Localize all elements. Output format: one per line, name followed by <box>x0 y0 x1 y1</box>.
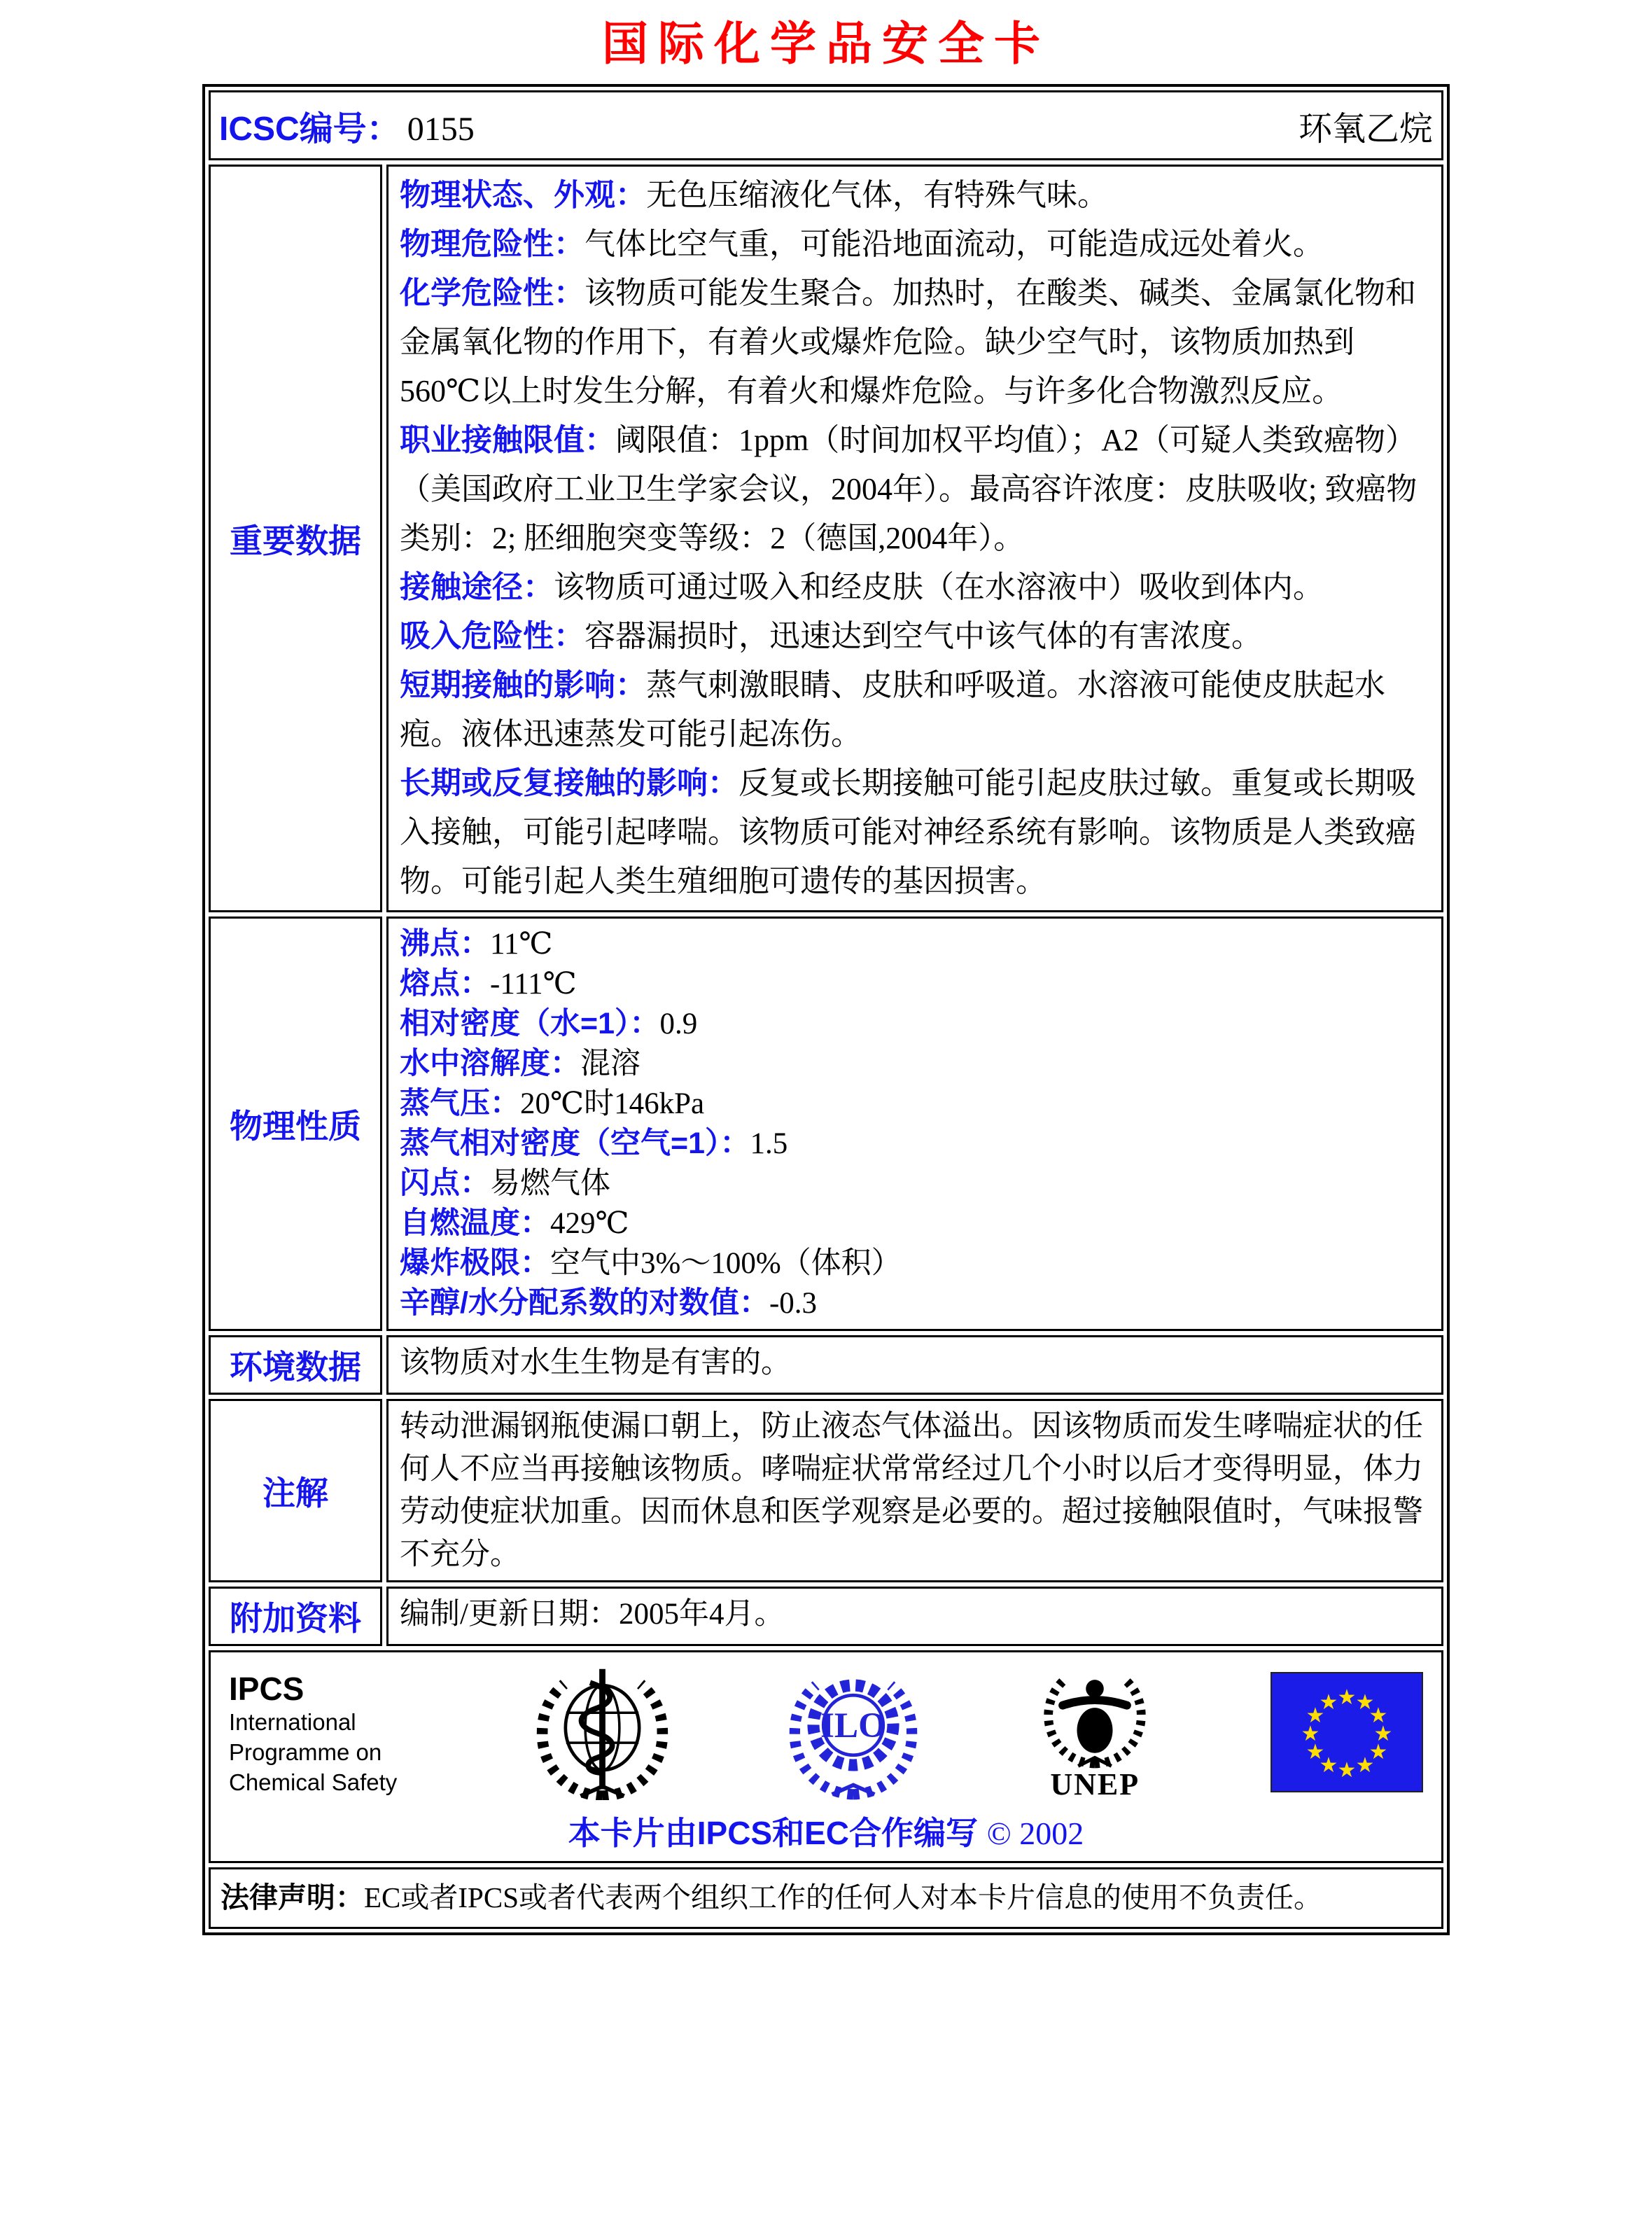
property-value: 11℃ <box>490 928 553 961</box>
section-row-additional-info <box>209 1587 1443 1646</box>
copyright-text: © 2002 <box>986 1816 1084 1852</box>
section-label-text: 物理性质 <box>230 1107 361 1145</box>
section-label-text: 注解 <box>262 1474 328 1512</box>
property-row <box>400 964 1430 1004</box>
icsc-document-page <box>0 7 1652 1935</box>
property-row <box>400 924 1430 964</box>
item-label: 职业接触限值： <box>400 423 615 457</box>
item-label: 长期或反复接触的影响： <box>400 766 738 800</box>
property-label: 蒸气压： <box>400 1087 520 1120</box>
section-label-additional-info <box>209 1587 382 1646</box>
important-item <box>400 759 1430 906</box>
page-title: 国际化学品安全卡 <box>602 16 1050 71</box>
property-row <box>400 1283 1430 1323</box>
property-label: 辛醇/水分配系数的对数值： <box>400 1286 769 1320</box>
section-content-important-data <box>386 165 1443 912</box>
svg-text:★: ★ <box>1337 1758 1357 1783</box>
section-content-physical-properties <box>386 917 1443 1331</box>
section-row-environmental-data <box>209 1335 1443 1395</box>
footer-logos-row <box>209 1650 1443 1863</box>
eu-flag-icon <box>1270 1672 1423 1792</box>
property-label: 水中溶解度： <box>400 1047 580 1080</box>
who-emblem-graphic <box>534 1664 671 1800</box>
who-logo-icon <box>534 1664 671 1800</box>
item-label: 吸入危险性： <box>400 619 584 653</box>
important-item <box>400 269 1430 416</box>
property-label: 熔点： <box>400 967 490 1001</box>
property-label: 爆炸极限： <box>400 1246 550 1280</box>
ipcs-org-line: Chemical Safety <box>229 1769 398 1795</box>
section-label-text: 附加资料 <box>230 1600 361 1637</box>
unep-wordmark: UNEP <box>1050 1767 1140 1802</box>
ipcs-acronym: IPCS <box>229 1671 304 1707</box>
important-item <box>400 171 1430 220</box>
ilo-emblem-graphic <box>787 1664 920 1800</box>
eu-flag-stars <box>1272 1673 1422 1791</box>
section-label-environmental-data <box>209 1335 382 1395</box>
important-item <box>400 563 1430 612</box>
property-label: 沸点： <box>400 927 490 961</box>
ipcs-org-line: International <box>229 1708 356 1735</box>
logo-strip <box>226 1664 1426 1801</box>
credit-text: 本卡片由IPCS和EC合作编写 <box>568 1815 979 1852</box>
item-label: 物理状态、外观： <box>400 178 646 212</box>
property-row <box>400 1084 1430 1124</box>
property-row <box>400 1044 1430 1084</box>
item-value: 蒸气刺激眼睛、皮肤和呼吸道。水溶液可能使皮肤起水疱。液体迅速蒸发可能引起冻伤。 <box>400 668 1385 751</box>
property-row <box>400 1204 1430 1243</box>
ilo-logo-icon <box>787 1664 920 1800</box>
property-row <box>400 1164 1430 1204</box>
ipcs-org-line: Programme on <box>229 1738 382 1765</box>
property-value: 20℃时146kPa <box>520 1087 705 1120</box>
section-label-text: 重要数据 <box>230 522 361 559</box>
property-value: 429℃ <box>550 1207 629 1240</box>
property-label: 相对密度（水=1）： <box>400 1007 660 1040</box>
unep-emblem-graphic <box>1035 1664 1154 1769</box>
icsc-card <box>202 84 1450 1935</box>
property-label: 蒸气相对密度（空气=1）： <box>400 1127 750 1160</box>
property-value: 混溶 <box>580 1047 640 1080</box>
property-label: 闪点： <box>400 1166 490 1200</box>
section-row-physical-properties <box>209 917 1443 1331</box>
property-value: 0.9 <box>659 1008 698 1040</box>
svg-text:★: ★ <box>1373 1722 1393 1746</box>
section-label-important-data <box>209 165 382 912</box>
important-item <box>400 220 1430 269</box>
section-content-environmental-data: 该物质对水生生物是有害的。 <box>386 1335 1443 1395</box>
ipcs-text-block <box>229 1664 418 1798</box>
section-row-important-data <box>209 165 1443 912</box>
property-value: -111℃ <box>490 968 577 1001</box>
svg-text:★: ★ <box>1355 1753 1375 1778</box>
item-value: 气体比空气重，可能沿地面流动，可能造成远处着火。 <box>584 227 1324 261</box>
card-header-row <box>209 90 1443 160</box>
svg-text:★: ★ <box>1337 1685 1357 1710</box>
section-label-physical-properties <box>209 917 382 1331</box>
svg-text:★: ★ <box>1355 1690 1375 1715</box>
important-item <box>400 661 1430 759</box>
legal-cell <box>209 1867 1443 1928</box>
property-row <box>400 1004 1430 1044</box>
property-label: 自燃温度： <box>400 1206 550 1240</box>
section-content-additional-info: 编制/更新日期：2005年4月。 <box>386 1587 1443 1646</box>
card-header-cell <box>209 90 1443 160</box>
ilo-letters: ILO <box>820 1706 886 1746</box>
property-value: 1.5 <box>750 1127 788 1160</box>
property-value: -0.3 <box>769 1287 818 1320</box>
icsc-number-label: ICSC编号： <box>219 110 400 148</box>
legal-row <box>209 1867 1443 1928</box>
property-row <box>400 1124 1430 1164</box>
chemical-name: 环氧乙烷 <box>1298 110 1433 148</box>
section-label-notes <box>209 1399 382 1582</box>
svg-text:★: ★ <box>1368 1740 1388 1764</box>
important-item <box>400 612 1430 661</box>
item-label: 短期接触的影响： <box>400 668 646 702</box>
item-label: 物理危险性： <box>400 227 584 261</box>
icsc-number <box>219 102 475 150</box>
svg-text:★: ★ <box>1306 1740 1325 1764</box>
svg-text:★: ★ <box>1301 1722 1320 1746</box>
item-label: 化学危险性： <box>400 276 584 310</box>
property-row <box>400 1243 1430 1283</box>
item-label: 接触途径： <box>400 570 554 604</box>
svg-text:★: ★ <box>1319 1690 1338 1715</box>
unep-logo-icon <box>1035 1664 1154 1801</box>
section-label-text: 环境数据 <box>230 1349 361 1386</box>
important-item <box>400 416 1430 563</box>
item-value: 该物质可通过吸入和经皮肤（在水溶液中）吸收到体内。 <box>554 570 1324 604</box>
section-row-notes <box>209 1399 1443 1582</box>
credit-line <box>226 1808 1426 1854</box>
item-value: 该物质可能发生聚合。加热时，在酸类、碱类、金属氯化物和金属氧化物的作用下，有着火或爆炸危险。缺少空气时，该物质加热到560℃以上时发生分解，有着火和爆炸危险。与许多化合物激烈反应。 <box>400 276 1416 408</box>
item-value: 容器漏损时，迅速达到空气中该气体的有害浓度。 <box>584 619 1262 653</box>
item-value: 无色压缩液化气体，有特殊气味。 <box>646 178 1108 212</box>
svg-text:★: ★ <box>1319 1753 1338 1778</box>
section-content-notes: 转动泄漏钢瓶使漏口朝上，防止液态气体溢出。因该物质而发生哮喘症状的任何人不应当再接触该物质。哮喘症状常常经过几个小时以后才变得明显，体力劳动使症状加重。因而休息和医学观察是必要的。超过接触限值时，气味报警不充分。 <box>386 1399 1443 1582</box>
icsc-number-value: 0155 <box>407 110 475 148</box>
item-value: 阈限值：1ppm（时间加权平均值）；A2（可疑人类致癌物）（美国政府工业卫生学家会议，2004年）。最高容许浓度：皮肤吸收; 致癌物类别：2; 胚细胞突变等级：2（德国,2004年）。 <box>400 423 1418 555</box>
footer-logos-cell <box>209 1650 1443 1863</box>
legal-label: 法律声明： <box>220 1881 364 1914</box>
item-value: 反复或长期接触可能引起皮肤过敏。重复或长期吸入接触，可能引起哮喘。该物质可能对神经系统有影响。该物质是人类致癌物。可能引起人类生殖细胞可遗传的基因损害。 <box>400 766 1416 898</box>
svg-text:★: ★ <box>1368 1703 1388 1728</box>
legal-text: EC或者IPCS或者代表两个组织工作的任何人对本卡片信息的使用不负责任。 <box>364 1881 1322 1914</box>
property-value: 易燃气体 <box>490 1167 610 1200</box>
property-value: 空气中3%～100%（体积） <box>550 1247 902 1280</box>
svg-text:★: ★ <box>1306 1703 1325 1728</box>
